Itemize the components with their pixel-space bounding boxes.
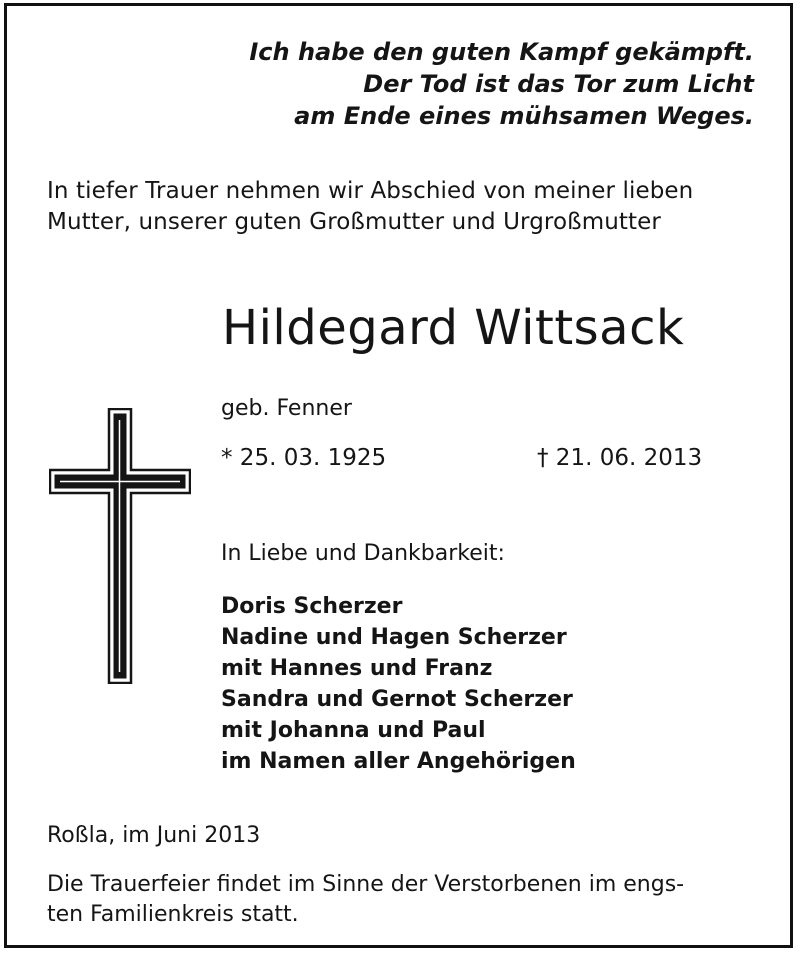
intro-line: In tiefer Trauer nehmen wir Abschied von meiner lieben: [47, 178, 694, 204]
quote-line: Ich habe den guten Kampf gekämpft.: [249, 38, 754, 66]
intro-line: Mutter, unserer guten Großmutter und Urgroßmutter: [47, 209, 661, 235]
place-and-date: Roßla, im Juni 2013: [47, 823, 261, 848]
family-line: mit Hannes und Franz: [221, 656, 493, 681]
funeral-service-note: [47, 870, 767, 930]
death-date: † 21. 06. 2013: [537, 445, 703, 471]
deceased-name: Hildegard Wittsack: [222, 300, 685, 356]
family-line: Nadine und Hagen Scherzer: [221, 625, 567, 650]
intro-text: [47, 176, 767, 238]
quote-line: am Ende eines mühsamen Weges.: [294, 102, 754, 130]
epitaph-quote: [249, 36, 754, 132]
service-line: ten Familienkreis statt.: [47, 902, 299, 927]
family-line: Sandra und Gernot Scherzer: [221, 687, 573, 712]
latin-cross-icon: [49, 408, 191, 684]
family-line: im Namen aller Angehörigen: [221, 749, 576, 774]
thanks-line: In Liebe und Dankbarkeit:: [221, 541, 505, 566]
family-line: Doris Scherzer: [221, 594, 403, 619]
family-signatures: [221, 591, 576, 777]
service-line: Die Trauerfeier findet im Sinne der Verstorbenen im engs-: [47, 872, 685, 897]
birth-date: * 25. 03. 1925: [221, 445, 387, 471]
quote-line: Der Tod ist das Tor zum Licht: [363, 70, 754, 98]
maiden-name: geb. Fenner: [221, 396, 352, 421]
family-line: mit Johanna und Paul: [221, 718, 486, 743]
obituary-notice: [4, 3, 793, 948]
cross-highlight: [60, 420, 180, 672]
